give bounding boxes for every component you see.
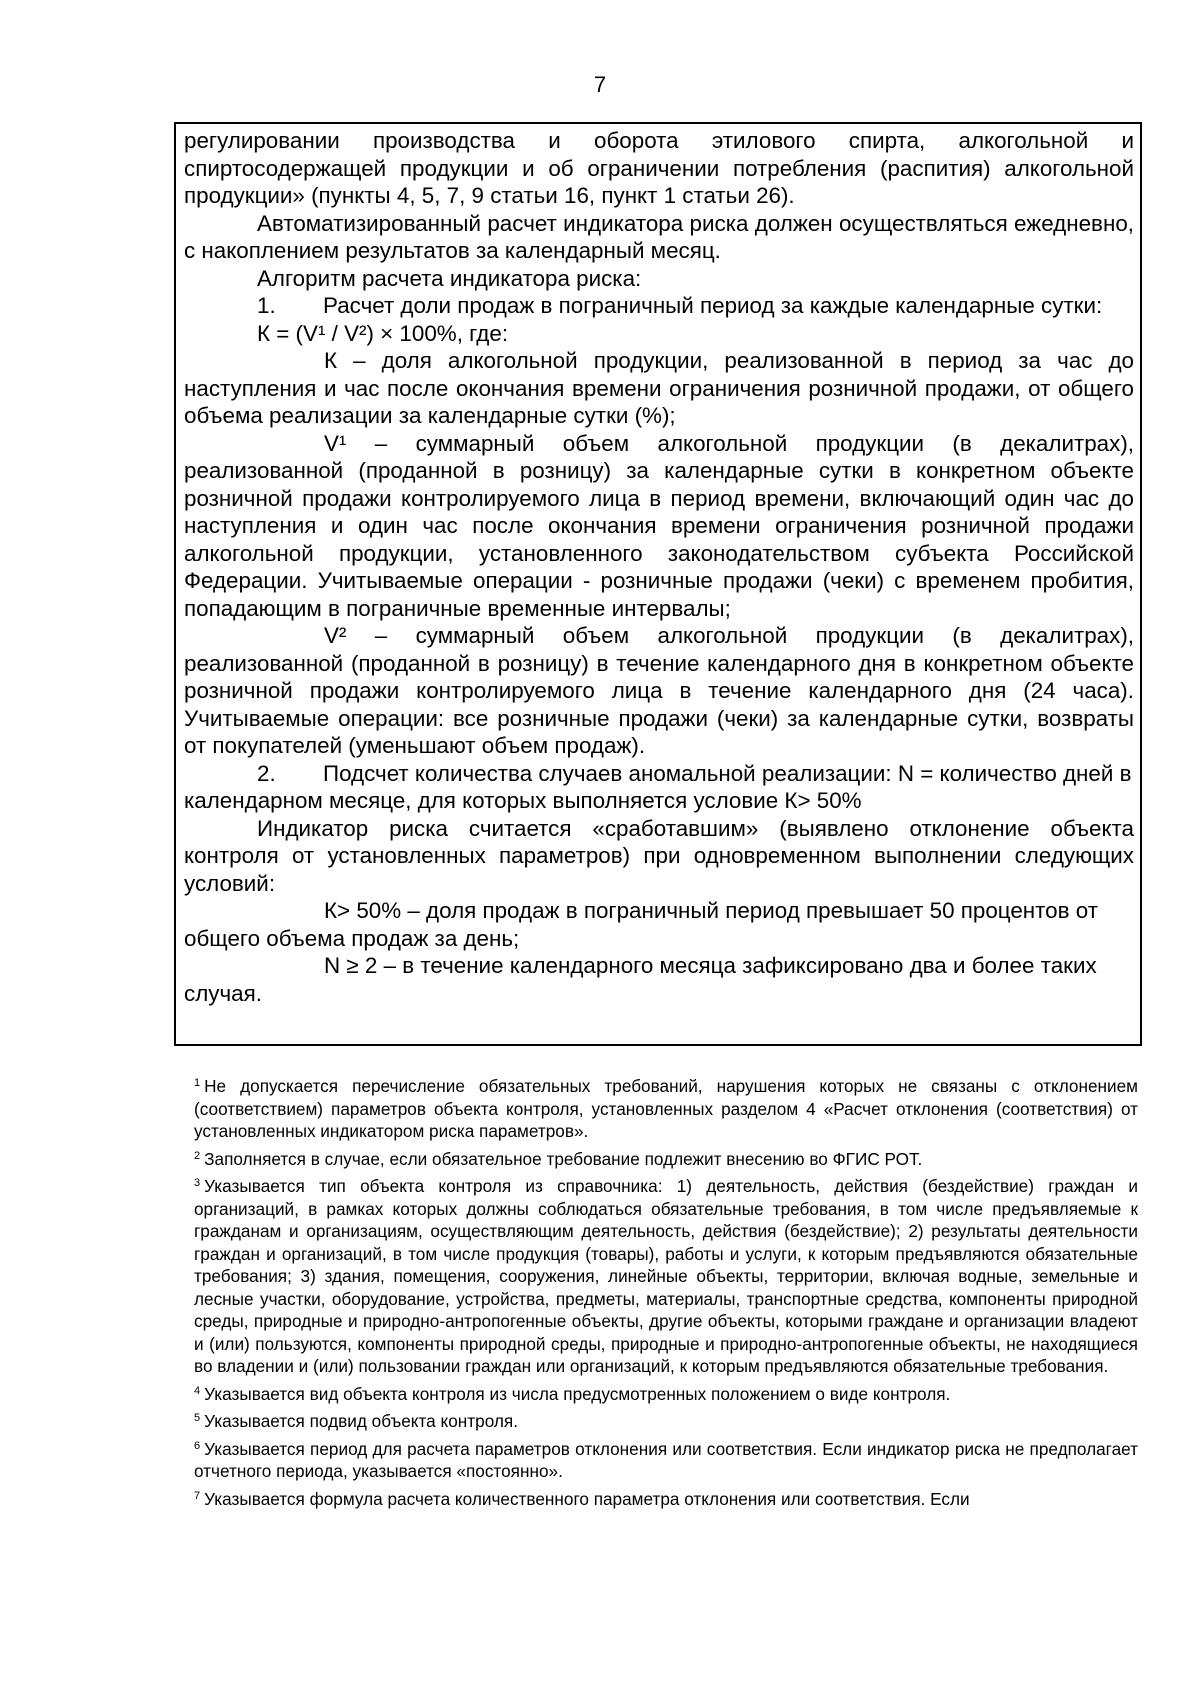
footnote-6-marker: 6 (194, 1439, 201, 1452)
footnote-5-marker: 5 (194, 1412, 201, 1424)
paragraph-law-reference: регулировании производства и оборота этилового спирта, алкогольной и спиртосодержащей продукции и об ограничении потребления (распития) алкогольной продукции» (пункты 4, 5, 7, 9 статьи 16, пункт 1 статьи 26). (184, 128, 1134, 208)
footnote-1-marker: 1 (194, 1077, 201, 1089)
footnote-2-marker: 2 (194, 1149, 201, 1162)
definition-v1: V¹ – суммарный объем алкогольной продукции (в декалитрах), реализованной (проданной в розницу) за календарные сутки в конкретном объекте розничной продажи контролируемого лица в период времени, включающий один час до наступления и один час после окончания времени ограничения розничной продажи алкогольной продукции, установленного законодательством субъекта Российской Федерации. Учитываемые операции - розничные продажи (чеки) с временем пробития, попадающим в пограничные временные интервалы; (184, 430, 1134, 621)
footnote-7-marker: 7 (194, 1489, 201, 1502)
step-1-number: 1. (257, 293, 276, 318)
condition-k: К> 50% – доля продаж в пограничный период превышает 50 процентов от общего объема продаж за день; (184, 898, 1098, 951)
step-1-text: Расчет доли продаж в пограничный период за каждые календарные сутки: (323, 293, 1103, 318)
page-number: 7 (593, 72, 607, 97)
footnote-3-text: Указывается тип объекта контроля из справочника: 1) деятельность, действия (бездействие) граждан и организаций, в рамках которых должны соблюдаться обязательные требования, в том числе предъявляемые к гражданам и организациям, осуществляющим деятельность, действия (бездействие); 2) результаты деятельности граждан и организаций, в том числе продукция (товары), работы и услуги, к которым предъявляются обязательные требования; 3) здания, помещения, сооружения, линейные объекты, территории, включая водные, земельные и лесные участки, оборудование, устройства, предметы, материалы, транспортные средства, компоненты природной среды, природные и природно-антропогенные объекты, другие объекты, которыми граждане и организации владеют и (или) пользуются, компоненты природной среды, природные и природно-антропогенные объекты, не находящиеся во владении и (или) пользовании граждан или организаций, к которым предъявляются обязательные требования. (194, 1176, 1138, 1376)
footnote-1-text: Не допускается перечисление обязательных требований, нарушения которых не связаны с отклонением (соответствием) параметров объекта контроля, установленных разделом 4 «Расчет отклонения (соответствия) от установленных индикатором риска параметров». (194, 1076, 1138, 1141)
footnote-4 (194, 1383, 1138, 1406)
footnote-4-text: Указывается вид объекта контроля из числа предусмотренных положением о виде контроля. (204, 1383, 951, 1404)
step-2 (184, 760, 1134, 815)
footnote-7-text: Указывается формула расчета количественного параметра отклонения или соответствия. Если (204, 1488, 970, 1509)
footnote-5 (194, 1410, 1138, 1433)
definition-v2: V² – суммарный объем алкогольной продукции (в декалитрах), реализованной (проданной в розницу) в течение календарного дня в конкретном объекте розничной продажи контролируемого лица в течение календарного дня (24 часа). Учитываемые операции: все розничные продажи (чеки) за календарные сутки, возвраты от покупателей (уменьшают объем продаж). (184, 623, 1134, 758)
step-2-text: Подсчет количества случаев аномальной реализации: N = количество дней в календарном месяце, для которых выполняется условие К> 50% (184, 760, 1132, 813)
footnote-5-text: Указывается подвид объекта контроля. (204, 1411, 519, 1431)
footnote-6-text: Указывается период для расчета параметров отклонения или соответствия. Если индикатор риска не предполагает отчетного периода, указывается «постоянно». (194, 1438, 1138, 1481)
footnote-3 (194, 1175, 1138, 1378)
paragraph-algorithm-heading: Алгоритм расчета индикатора риска: (257, 265, 642, 291)
paragraph-trigger-conditions: Индикатор риска считается «сработавшим» (выявлено отклонение объекта контроля от установленных параметров) при одновременном выполнении следующих условий: (184, 815, 1134, 896)
step-2-number: 2. (257, 760, 276, 786)
formula: К = (V¹ / V²) × 100%, где: (257, 320, 509, 346)
condition-n: N ≥ 2 – в течение календарного месяца зафиксировано два и более таких случая. (184, 953, 1097, 1006)
step-1 (184, 292, 1134, 320)
definition-k: К – доля алкогольной продукции, реализованной в период за час до наступления и час после окончания времени ограничения розничной продажи, от общего объема реализации за календарные сутки (%); (184, 348, 1134, 428)
paragraph-automated-calculation: Автоматизированный расчет индикатора риска должен осуществляться ежедневно, с накоплением результатов за календарный месяц. (184, 210, 1134, 263)
content-frame (174, 122, 1142, 1046)
footnote-3-marker: 3 (194, 1177, 201, 1189)
footnote-7 (194, 1488, 1138, 1511)
footnote-1 (194, 1075, 1138, 1143)
footnote-6 (194, 1438, 1138, 1483)
footnotes (194, 1075, 1138, 1515)
footnote-2 (194, 1148, 1138, 1171)
footnote-4-marker: 4 (194, 1384, 201, 1397)
footnote-2-text: Заполняется в случае, если обязательное требование подлежит внесению во ФГИС РОТ. (204, 1148, 923, 1169)
